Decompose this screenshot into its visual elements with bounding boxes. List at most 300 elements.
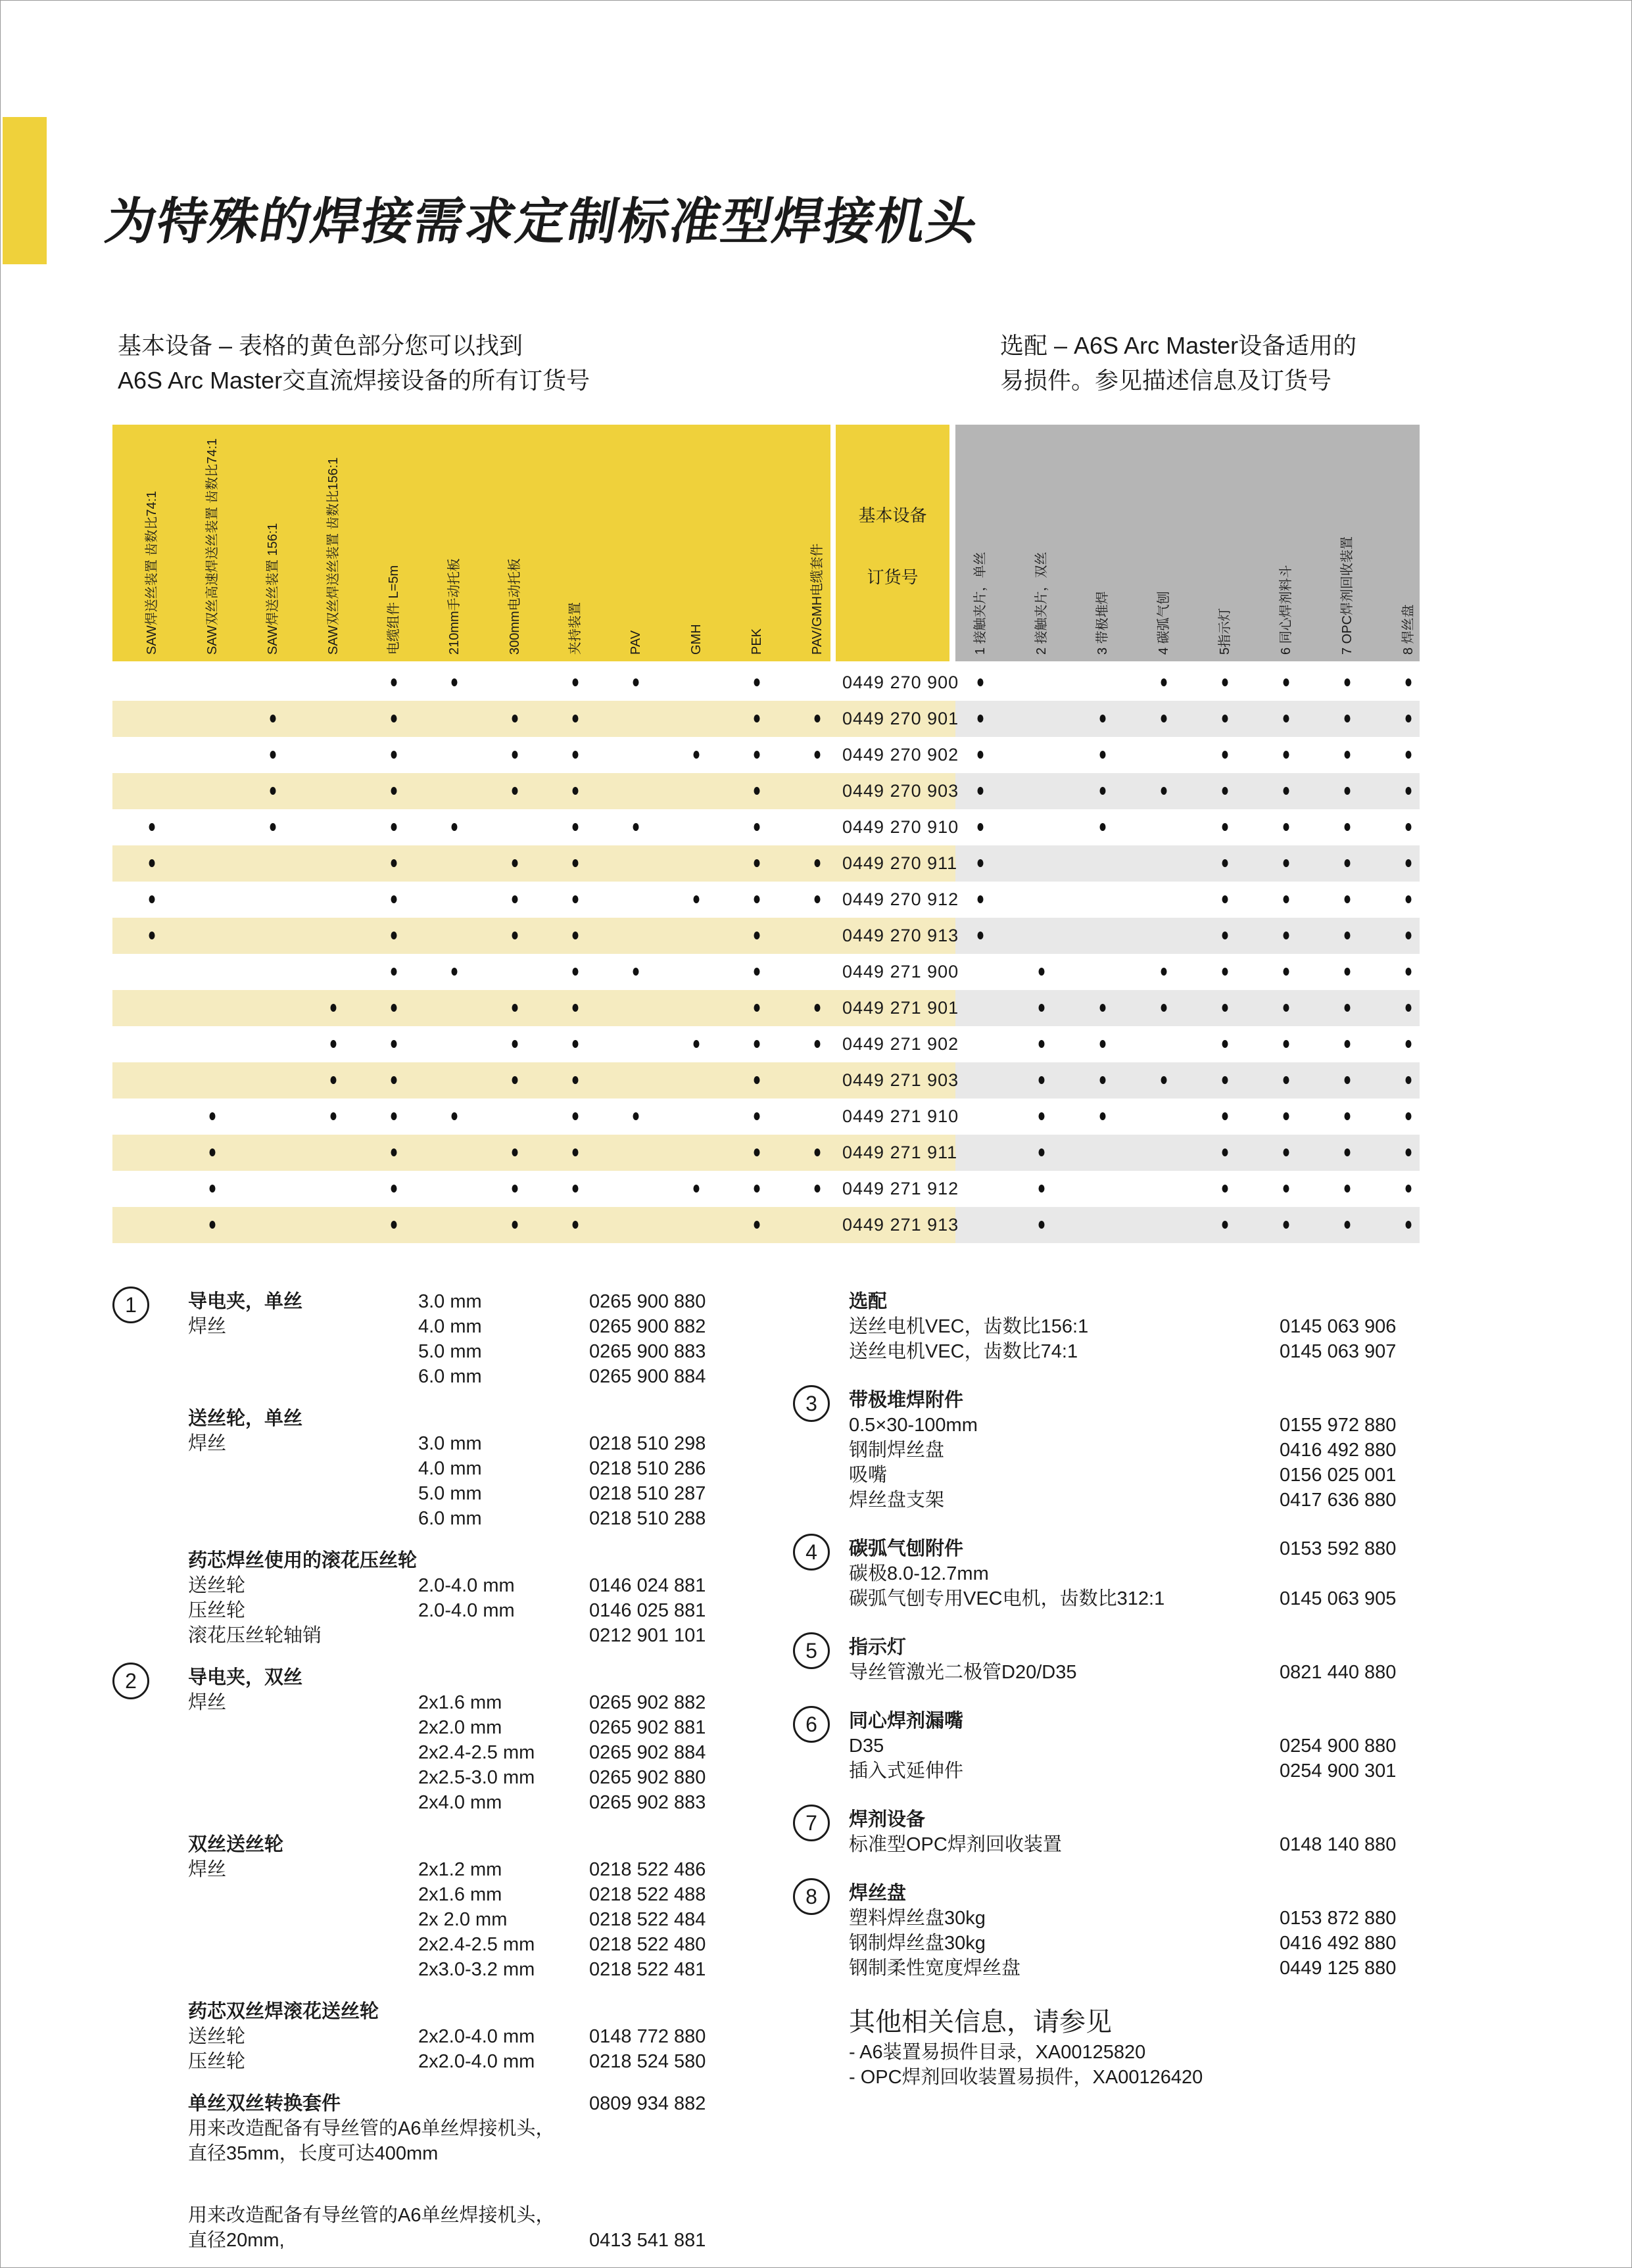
parts-row: [188, 1832, 734, 1857]
order-matrix-table: [112, 425, 1420, 1243]
parts-section: [112, 1665, 734, 1815]
parts-row: [849, 1388, 1421, 1413]
part-label: 0.5×30-100mm: [849, 1415, 978, 1436]
page-title: 为特殊的焊接需求定制标准型焊接机头: [101, 193, 984, 250]
dot-marker: [210, 1148, 216, 1156]
parts-row: [188, 1481, 734, 1506]
dot-marker: [512, 1076, 518, 1084]
order-number: 0449 270 900: [842, 673, 959, 692]
dot-marker: [1406, 859, 1412, 867]
order-header-line1: 基本设备: [858, 506, 927, 525]
dot-marker: [512, 859, 518, 867]
parts-section-gutter: [112, 1406, 188, 1531]
dot-marker: [1345, 715, 1351, 722]
parts-section-gutter: [112, 1289, 188, 1389]
dot-marker: [1284, 1076, 1289, 1084]
parts-section: [112, 1406, 734, 1531]
part-size: 2x1.6 mm: [418, 1884, 502, 1905]
column-header-gray: 3 带极堆焊: [1095, 591, 1110, 655]
parts-section: [793, 1289, 1421, 1364]
row-tint-yellow: [112, 701, 955, 737]
dot-marker: [815, 751, 821, 759]
dot-marker: [815, 1004, 821, 1012]
dot-marker: [391, 715, 397, 722]
dot-marker: [754, 932, 760, 939]
dot-marker: [1406, 1112, 1412, 1120]
part-label: 导电夹，单丝: [188, 1291, 303, 1312]
dot-marker: [391, 932, 397, 939]
part-label: [188, 1715, 418, 1740]
parts-row: [188, 1339, 734, 1364]
part-size: 2.0-4.0 mm: [418, 1575, 515, 1596]
dot-marker: [210, 1221, 216, 1229]
dot-marker: [573, 859, 579, 867]
parts-section: [112, 1289, 734, 1389]
dot-marker: [1284, 1112, 1289, 1120]
part-size: 2x2.4-2.5 mm: [418, 1934, 535, 1955]
dot-marker: [1284, 859, 1289, 867]
part-size: [418, 1623, 589, 1648]
dot-marker: [754, 1004, 760, 1012]
parts-section-content: [188, 1406, 734, 1531]
part-label: 焊丝盘: [849, 1883, 907, 1904]
part-label: 碳弧气刨附件: [849, 1538, 964, 1559]
intro-line: 易损件。参见描述信息及订货号: [1000, 367, 1332, 394]
parts-section-gutter: [793, 1536, 849, 1611]
dot-marker: [694, 751, 700, 759]
dot-marker: [512, 787, 518, 795]
parts-row: [849, 1660, 1421, 1685]
part-number: 0218 524 580: [589, 2051, 706, 2072]
part-number: 0416 492 880: [1280, 1933, 1397, 1954]
column-header-yellow: 210mm手动托板: [447, 558, 462, 655]
dot-marker: [1100, 823, 1106, 831]
dot-marker: [1345, 1148, 1351, 1156]
column-header-yellow: SAW双丝高速焊送丝装置 齿数比74:1: [205, 438, 220, 655]
part-number: 0265 902 882: [589, 1692, 706, 1713]
order-number-header-band: [836, 425, 949, 661]
part-number: 0153 872 880: [1280, 1908, 1397, 1929]
part-label: 钢制焊丝盘: [849, 1440, 945, 1461]
parts-row: [188, 1506, 734, 1531]
dot-marker: [694, 895, 700, 903]
part-number: 0265 900 883: [589, 1341, 706, 1362]
table-row: [112, 990, 1420, 1026]
part-number: 0218 522 480: [589, 1934, 706, 1955]
order-number: 0449 270 903: [842, 781, 959, 801]
part-label: 送丝轮: [188, 2026, 246, 2047]
dot-marker: [573, 787, 579, 795]
dot-marker: [391, 968, 397, 976]
dot-marker: [270, 751, 276, 759]
parts-row: [188, 1740, 734, 1765]
dot-marker: [978, 751, 984, 759]
parts-section-gutter: [112, 1999, 188, 2074]
part-number: 0416 492 880: [1280, 1440, 1397, 1461]
table-row: [112, 665, 1420, 701]
dot-marker: [1406, 1040, 1412, 1048]
order-number: 0449 270 913: [842, 926, 959, 945]
dot-marker: [573, 968, 579, 976]
part-label: - OPC焊剂回收装置易损件，XA00126420: [849, 2067, 1203, 2088]
part-label: [188, 1957, 418, 1982]
part-size: 2x4.0 mm: [418, 1792, 502, 1813]
intro-line: 基本设备 – 表格的黄色部分您可以找到: [118, 332, 523, 359]
row-tint-yellow: [112, 1207, 955, 1243]
dot-marker: [1100, 787, 1106, 795]
dot-marker: [573, 1076, 579, 1084]
intro-basic-equipment: [118, 328, 590, 398]
dot-marker: [452, 1112, 458, 1120]
dot-marker: [149, 823, 155, 831]
part-number: 0148 140 880: [1280, 1834, 1397, 1855]
parts-row: [849, 1289, 1421, 1314]
part-label: 导丝管激光二极管D20/D35: [849, 1662, 1077, 1683]
part-size: [418, 1548, 589, 1573]
part-size: [418, 1406, 589, 1431]
parts-section: [112, 1999, 734, 2074]
part-size: 2x2.0 mm: [418, 1717, 502, 1738]
dot-marker: [1222, 1004, 1228, 1012]
part-number: 0145 063 907: [1280, 1341, 1397, 1362]
parts-row: [188, 1456, 734, 1481]
parts-row: [188, 1598, 734, 1623]
dot-marker: [573, 678, 579, 686]
dot-marker: [149, 859, 155, 867]
table-row: [112, 882, 1420, 918]
dot-marker: [1406, 1004, 1412, 1012]
dot-marker: [754, 1040, 760, 1048]
part-label: 导电夹，双丝: [188, 1667, 303, 1688]
column-header-yellow: 电缆组件 L=5m: [387, 565, 401, 655]
dot-marker: [270, 715, 276, 722]
dot-marker: [573, 1004, 579, 1012]
dot-marker: [754, 787, 760, 795]
section-number-badge: 3: [793, 1385, 830, 1422]
dot-marker: [452, 678, 458, 686]
parts-row: [188, 2203, 734, 2228]
dot-marker: [1222, 751, 1228, 759]
parts-section-gutter: [793, 1807, 849, 1857]
dot-marker: [1222, 932, 1228, 939]
dot-marker: [1161, 787, 1167, 795]
dot-marker: [573, 1040, 579, 1048]
dot-marker: [978, 787, 984, 795]
part-size: 4.0 mm: [418, 1316, 482, 1337]
parts-row: [188, 1690, 734, 1715]
column-header-yellow: PAV: [629, 630, 643, 655]
dot-marker: [1100, 1112, 1106, 1120]
order-header-line2: 订货号: [867, 567, 919, 587]
part-size: 3.0 mm: [418, 1291, 482, 1312]
dot-marker: [270, 787, 276, 795]
part-number: 0218 510 298: [589, 1433, 706, 1454]
section-number-badge: 6: [793, 1706, 830, 1743]
dot-marker: [1284, 823, 1289, 831]
part-label: 钢制焊丝盘30kg: [849, 1933, 986, 1954]
part-label: [188, 1481, 418, 1506]
part-label: 吸嘴: [849, 1465, 888, 1486]
dot-marker: [573, 715, 579, 722]
part-size: 4.0 mm: [418, 1458, 482, 1479]
dot-marker: [1161, 715, 1167, 722]
dot-marker: [1345, 1004, 1351, 1012]
column-header-yellow: SAW焊送丝装置 156:1: [266, 523, 280, 655]
part-label: 标准型OPC焊剂回收装置: [849, 1834, 1062, 1855]
dot-marker: [512, 1040, 518, 1048]
part-label: [188, 1907, 418, 1932]
part-number: 0218 522 481: [589, 1959, 706, 1980]
column-header-gray: 2 接触夹片，双丝: [1034, 552, 1049, 655]
dot-marker: [1222, 1185, 1228, 1193]
part-size: [418, 1999, 589, 2024]
dot-marker: [1039, 1076, 1045, 1084]
dot-marker: [1284, 1148, 1289, 1156]
dot-marker: [1100, 715, 1106, 722]
parts-section-content: [849, 1289, 1421, 1364]
part-size: 2x2.0-4.0 mm: [418, 2051, 535, 2072]
intro-line: 选配 – A6S Arc Master设备适用的: [1000, 332, 1357, 359]
parts-section: [793, 1536, 1421, 1611]
dot-marker: [1222, 787, 1228, 795]
dot-marker: [452, 823, 458, 831]
order-number: 0449 271 913: [842, 1215, 959, 1235]
part-size: 6.0 mm: [418, 1508, 482, 1529]
part-number: 0417 636 880: [1280, 1490, 1397, 1511]
column-header-yellow: SAW双丝焊送丝装置 齿数比156:1: [326, 457, 341, 655]
part-label: 塑料焊丝盘30kg: [849, 1908, 986, 1929]
dot-marker: [1284, 1221, 1289, 1229]
column-header-gray: 8 焊丝盘: [1401, 604, 1416, 655]
column-header-yellow: PEK: [750, 628, 764, 655]
dot-marker: [1284, 1004, 1289, 1012]
dot-marker: [391, 1076, 397, 1084]
part-label: 焊丝: [188, 1859, 227, 1880]
dot-marker: [1284, 678, 1289, 686]
dot-marker: [1284, 932, 1289, 939]
table-row: [112, 1207, 1420, 1243]
dot-marker: [1222, 1076, 1228, 1084]
parts-section: [112, 2203, 734, 2253]
dot-marker: [1345, 1040, 1351, 1048]
parts-section-content: [849, 1536, 1421, 1611]
table-row: [112, 773, 1420, 809]
dot-marker: [1284, 787, 1289, 795]
dot-marker: [1406, 1076, 1412, 1084]
dot-marker: [573, 1148, 579, 1156]
dot-marker: [1100, 1004, 1106, 1012]
dot-marker: [754, 968, 760, 976]
part-number: 0218 522 488: [589, 1884, 706, 1905]
part-label: 送丝轮: [188, 1575, 246, 1596]
row-tint-yellow: [112, 990, 955, 1026]
column-header-gray: 5指示灯: [1218, 607, 1232, 655]
dot-marker: [1222, 859, 1228, 867]
parts-row: [188, 1715, 734, 1740]
row-tint-yellow: [112, 845, 958, 882]
parts-row: [188, 1364, 734, 1389]
intro-options: [1000, 328, 1356, 398]
dot-marker: [1039, 1040, 1045, 1048]
table-row: [112, 845, 1420, 882]
part-label: [188, 1364, 418, 1389]
part-number: 0212 901 101: [589, 1625, 706, 1646]
part-label: 直径20mm,: [188, 2230, 285, 2251]
dot-marker: [1406, 787, 1412, 795]
part-label: 焊丝盘支架: [849, 1490, 945, 1511]
dot-marker: [1284, 751, 1289, 759]
dot-marker: [270, 823, 276, 831]
parts-row: [188, 2024, 734, 2049]
part-number: 0146 025 881: [589, 1600, 706, 1621]
parts-list-left: [112, 1289, 734, 2268]
dot-marker: [331, 1004, 337, 1012]
dot-marker: [633, 1112, 639, 1120]
order-number: 0449 270 912: [842, 889, 959, 909]
parts-section-content: [188, 1832, 734, 1982]
parts-row: [849, 1314, 1421, 1339]
part-label: [188, 1339, 418, 1364]
part-label: 钢制柔性宽度焊丝盘: [849, 1958, 1021, 1979]
dot-marker: [815, 859, 821, 867]
parts-row: [849, 1438, 1421, 1463]
part-label: 送丝轮，单丝: [188, 1408, 303, 1429]
dot-marker: [1222, 1221, 1228, 1229]
parts-section-content: [849, 1635, 1421, 1685]
parts-section-gutter: [112, 2203, 188, 2253]
parts-row: [849, 1956, 1421, 1981]
parts-row: [188, 2116, 734, 2141]
dot-marker: [391, 787, 397, 795]
parts-row: [849, 1832, 1421, 1857]
table-row: [112, 1099, 1420, 1135]
dot-marker: [1345, 678, 1351, 686]
dot-marker: [754, 715, 760, 722]
parts-section-gutter: [793, 1635, 849, 1685]
part-number: 0148 772 880: [589, 2026, 706, 2047]
parts-section-gutter: [793, 1388, 849, 1513]
part-number: 0218 510 288: [589, 1508, 706, 1529]
dot-marker: [391, 1185, 397, 1193]
part-number: 0153 592 880: [1280, 1538, 1397, 1559]
dot-marker: [1100, 751, 1106, 759]
dot-marker: [1406, 1221, 1412, 1229]
part-label: 用来改造配备有导丝管的A6单丝焊接机头，: [188, 2118, 555, 2139]
dot-marker: [331, 1076, 337, 1084]
dot-marker: [1406, 1185, 1412, 1193]
dot-marker: [512, 1004, 518, 1012]
dot-marker: [754, 895, 760, 903]
dot-marker: [978, 715, 984, 722]
part-label: [188, 1456, 418, 1481]
parts-row: [188, 1406, 734, 1431]
dot-marker: [1222, 895, 1228, 903]
table-row: [112, 1062, 1420, 1099]
part-number: 0155 972 880: [1280, 1415, 1397, 1436]
dot-marker: [694, 1185, 700, 1193]
part-number: 0265 900 880: [589, 1291, 706, 1312]
part-size: 5.0 mm: [418, 1483, 482, 1504]
parts-row: [849, 1339, 1421, 1364]
dot-marker: [149, 895, 155, 903]
dot-marker: [1039, 1148, 1045, 1156]
order-number: 0449 271 901: [842, 998, 959, 1018]
parts-row: [188, 1790, 734, 1815]
part-label: D35: [849, 1736, 884, 1757]
parts-section-gutter: [793, 1881, 849, 1981]
dot-marker: [633, 823, 639, 831]
parts-row: [188, 1573, 734, 1598]
yellow-accent-block: [3, 117, 47, 264]
parts-section: [793, 2004, 1421, 2090]
part-label: [188, 1506, 418, 1531]
parts-section: [112, 1832, 734, 1982]
parts-section-content: [188, 1548, 734, 1648]
dot-marker: [391, 859, 397, 867]
parts-row: [849, 1413, 1421, 1438]
dot-marker: [633, 678, 639, 686]
dot-marker: [978, 859, 984, 867]
dot-marker: [452, 968, 458, 976]
part-label: 焊丝: [188, 1316, 227, 1337]
parts-section-gutter: [793, 1289, 849, 1364]
parts-row: [188, 1765, 734, 1790]
parts-section-content: [188, 2203, 734, 2253]
dot-marker: [1039, 1112, 1045, 1120]
part-number: 0449 125 880: [1280, 1958, 1397, 1979]
part-label: 焊丝: [188, 1433, 227, 1454]
parts-row: [849, 1586, 1421, 1611]
part-number: 0218 522 484: [589, 1909, 706, 1930]
part-label: 送丝电机VEC，齿数比156:1: [849, 1316, 1089, 1337]
part-size: 2x1.2 mm: [418, 1859, 502, 1880]
part-number: 0254 900 880: [1280, 1736, 1397, 1757]
column-header-yellow: PAV/GMH电缆套件: [810, 543, 825, 655]
dot-marker: [512, 895, 518, 903]
part-label: 其他相关信息，请参见: [849, 2008, 1112, 2037]
part-label: 插入式延伸件: [849, 1760, 964, 1782]
dot-marker: [754, 1185, 760, 1193]
parts-row: [849, 2004, 1421, 2040]
dot-marker: [1161, 1004, 1167, 1012]
dot-marker: [573, 895, 579, 903]
part-label: 送丝电机VEC，齿数比74:1: [849, 1341, 1078, 1362]
parts-row: [188, 2228, 734, 2253]
dot-marker: [815, 715, 821, 722]
dot-marker: [391, 895, 397, 903]
dot-marker: [1345, 895, 1351, 903]
part-number: 0156 025 001: [1280, 1465, 1397, 1486]
order-number: 0449 270 902: [842, 745, 959, 765]
dot-marker: [815, 895, 821, 903]
dot-marker: [1406, 678, 1412, 686]
dot-marker: [391, 1112, 397, 1120]
column-header-gray: 4 碳弧气刨: [1157, 591, 1171, 655]
dot-marker: [694, 1040, 700, 1048]
dot-marker: [512, 932, 518, 939]
column-header-gray: 1 接触夹片，单丝: [973, 552, 988, 655]
dot-marker: [512, 715, 518, 722]
parts-row: [188, 2141, 734, 2166]
dot-marker: [1345, 859, 1351, 867]
parts-list-right: [793, 1289, 1421, 2114]
dot-marker: [1039, 1185, 1045, 1193]
parts-section-gutter: [112, 1832, 188, 1982]
parts-row: [188, 1932, 734, 1957]
part-number: 0265 902 881: [589, 1717, 706, 1738]
table-row: [112, 1026, 1420, 1062]
part-number: 0265 902 883: [589, 1792, 706, 1813]
